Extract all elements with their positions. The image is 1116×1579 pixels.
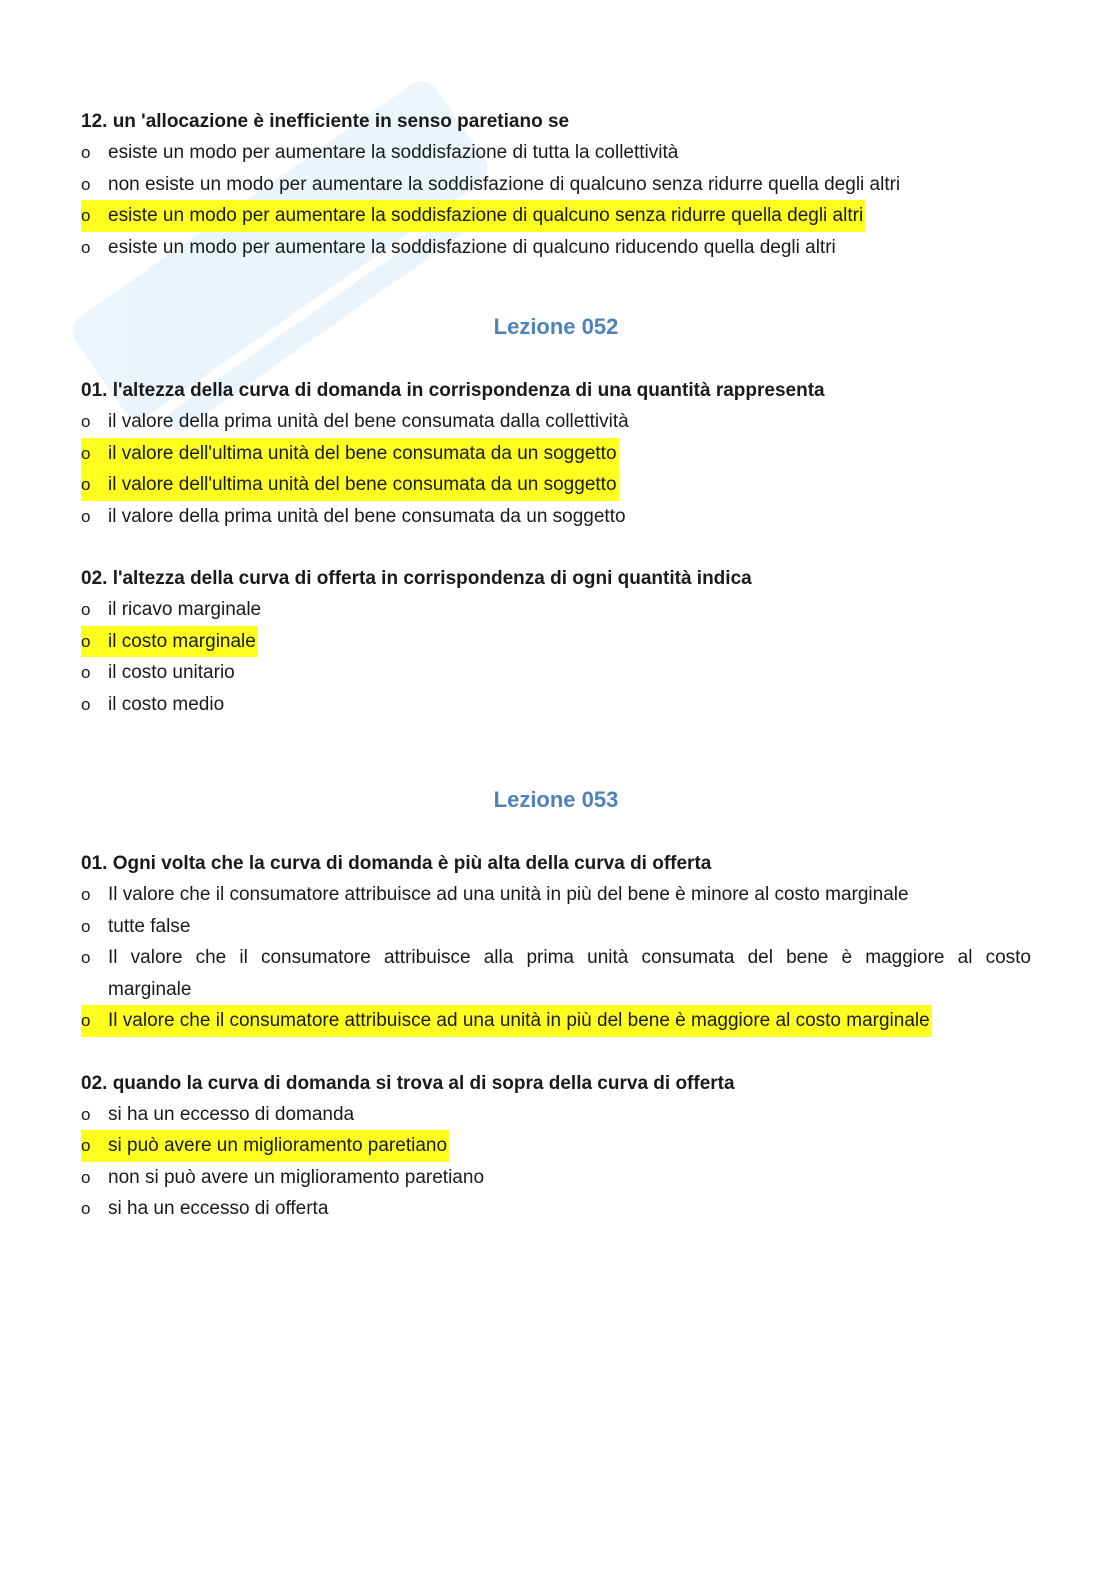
- answer-text: non si può avere un miglioramento paretiano: [108, 1166, 485, 1188]
- answer-text: il valore dell'ultima unità del bene consumata da un soggetto: [108, 474, 617, 495]
- answer-option: [81, 1162, 1031, 1194]
- bullet-icon: o: [81, 885, 91, 904]
- answer-option: [81, 501, 1031, 533]
- question-title: 02. l'altezza della curva di offerta in corrispondenza di ogni quantità indica: [81, 568, 752, 589]
- answer-text: il costo unitario: [108, 662, 235, 683]
- bullet-icon: o: [81, 475, 91, 494]
- lesson-heading: Lezione 053: [493, 787, 619, 812]
- answer-option: [81, 1193, 1031, 1225]
- answer-text: marginale: [108, 978, 192, 1000]
- answer-text: esiste un modo per aumentare la soddisfazione di qualcuno senza ridurre quella degli altri: [108, 205, 864, 226]
- answer-option-correct: [81, 469, 1031, 501]
- answer-option: [81, 942, 1031, 974]
- answer-option-correct: [81, 626, 1031, 658]
- answer-option: [81, 232, 1031, 264]
- bullet-icon: o: [81, 1104, 91, 1124]
- bullet-icon: o: [81, 506, 91, 526]
- question-block: [81, 106, 1031, 263]
- document-page: [81, 106, 1031, 1225]
- answer-option: [81, 1099, 1031, 1131]
- bullet-icon: o: [81, 694, 91, 714]
- question-title: 01. l'altezza della curva di domanda in corrispondenza di una quantità rappresenta: [81, 380, 825, 401]
- question-title: 02. quando la curva di domanda si trova al di sopra della curva di offerta: [81, 1072, 735, 1094]
- answer-text: esiste un modo per aumentare la soddisfazione di qualcuno riducendo quella degli altri: [108, 236, 836, 258]
- question-block: [81, 375, 1031, 532]
- bullet-icon: o: [81, 1136, 91, 1155]
- bullet-icon: o: [81, 600, 91, 619]
- bullet-icon: o: [81, 1011, 91, 1030]
- bullet-icon: o: [81, 206, 91, 225]
- answer-option: [81, 911, 1031, 943]
- answer-text: si può avere un miglioramento paretiano: [108, 1135, 448, 1156]
- bullet-icon: o: [81, 1199, 91, 1218]
- answer-text: Il valore che il consumatore attribuisce ad una unità in più del bene è maggiore al costo marginale: [108, 1010, 930, 1031]
- bullet-icon: o: [81, 412, 91, 431]
- bullet-icon: o: [81, 663, 91, 682]
- question-block: [81, 848, 1031, 1037]
- answer-text: il valore dell'ultima unità del bene consumata da un soggetto: [108, 442, 617, 464]
- bullet-icon: o: [81, 443, 91, 463]
- answer-option: [81, 169, 1031, 201]
- answer-text: il valore della prima unità del bene consumata dalla collettività: [108, 411, 629, 432]
- bullet-icon: o: [81, 916, 91, 936]
- answer-option-correct: [81, 438, 1031, 470]
- answer-option-continuation: [81, 974, 1031, 1006]
- bullet-icon: o: [81, 631, 91, 651]
- bullet-icon: o: [81, 237, 91, 257]
- answer-text: Il valore che il consumatore attribuisce ad una unità in più del bene è minore al costo marginale: [108, 884, 909, 905]
- question-title: 01. Ogni volta che la curva di domanda è più alta della curva di offerta: [81, 853, 712, 874]
- answer-text: si ha un eccesso di offerta: [108, 1198, 329, 1219]
- answer-text: il costo medio: [108, 693, 225, 715]
- answer-text: esiste un modo per aumentare la soddisfazione di tutta la collettività: [108, 142, 679, 163]
- answer-text: il ricavo marginale: [108, 599, 262, 620]
- answer-text: tutte false: [108, 915, 191, 937]
- answer-option-correct: [81, 1005, 1031, 1037]
- answer-text: si ha un eccesso di domanda: [108, 1103, 355, 1125]
- answer-option: [81, 137, 1031, 169]
- answer-option: [81, 657, 1031, 689]
- answer-text: il costo marginale: [108, 630, 256, 652]
- question-title: 12. un 'allocazione è inefficiente in senso paretiano se: [81, 111, 570, 132]
- question-block: [81, 563, 1031, 720]
- answer-text: Il valore che il consumatore attribuisce alla prima unità consumata del bene è maggiore al costo: [108, 947, 1031, 968]
- answer-option-correct: [81, 200, 1031, 232]
- answer-option: [81, 689, 1031, 721]
- question-block: [81, 1068, 1031, 1225]
- answer-text: non esiste un modo per aumentare la soddisfazione di qualcuno senza ridurre quella degli altri: [108, 173, 901, 195]
- bullet-icon: o: [81, 1167, 91, 1187]
- bullet-icon: o: [81, 174, 91, 194]
- bullet-icon: o: [81, 143, 91, 162]
- answer-option: [81, 406, 1031, 438]
- answer-option: [81, 594, 1031, 626]
- bullet-icon: o: [81, 948, 91, 967]
- answer-option: [81, 879, 1031, 911]
- lesson-heading: Lezione 052: [493, 314, 619, 339]
- answer-text: il valore della prima unità del bene consumata da un soggetto: [108, 505, 626, 527]
- answer-option-correct: [81, 1130, 1031, 1162]
